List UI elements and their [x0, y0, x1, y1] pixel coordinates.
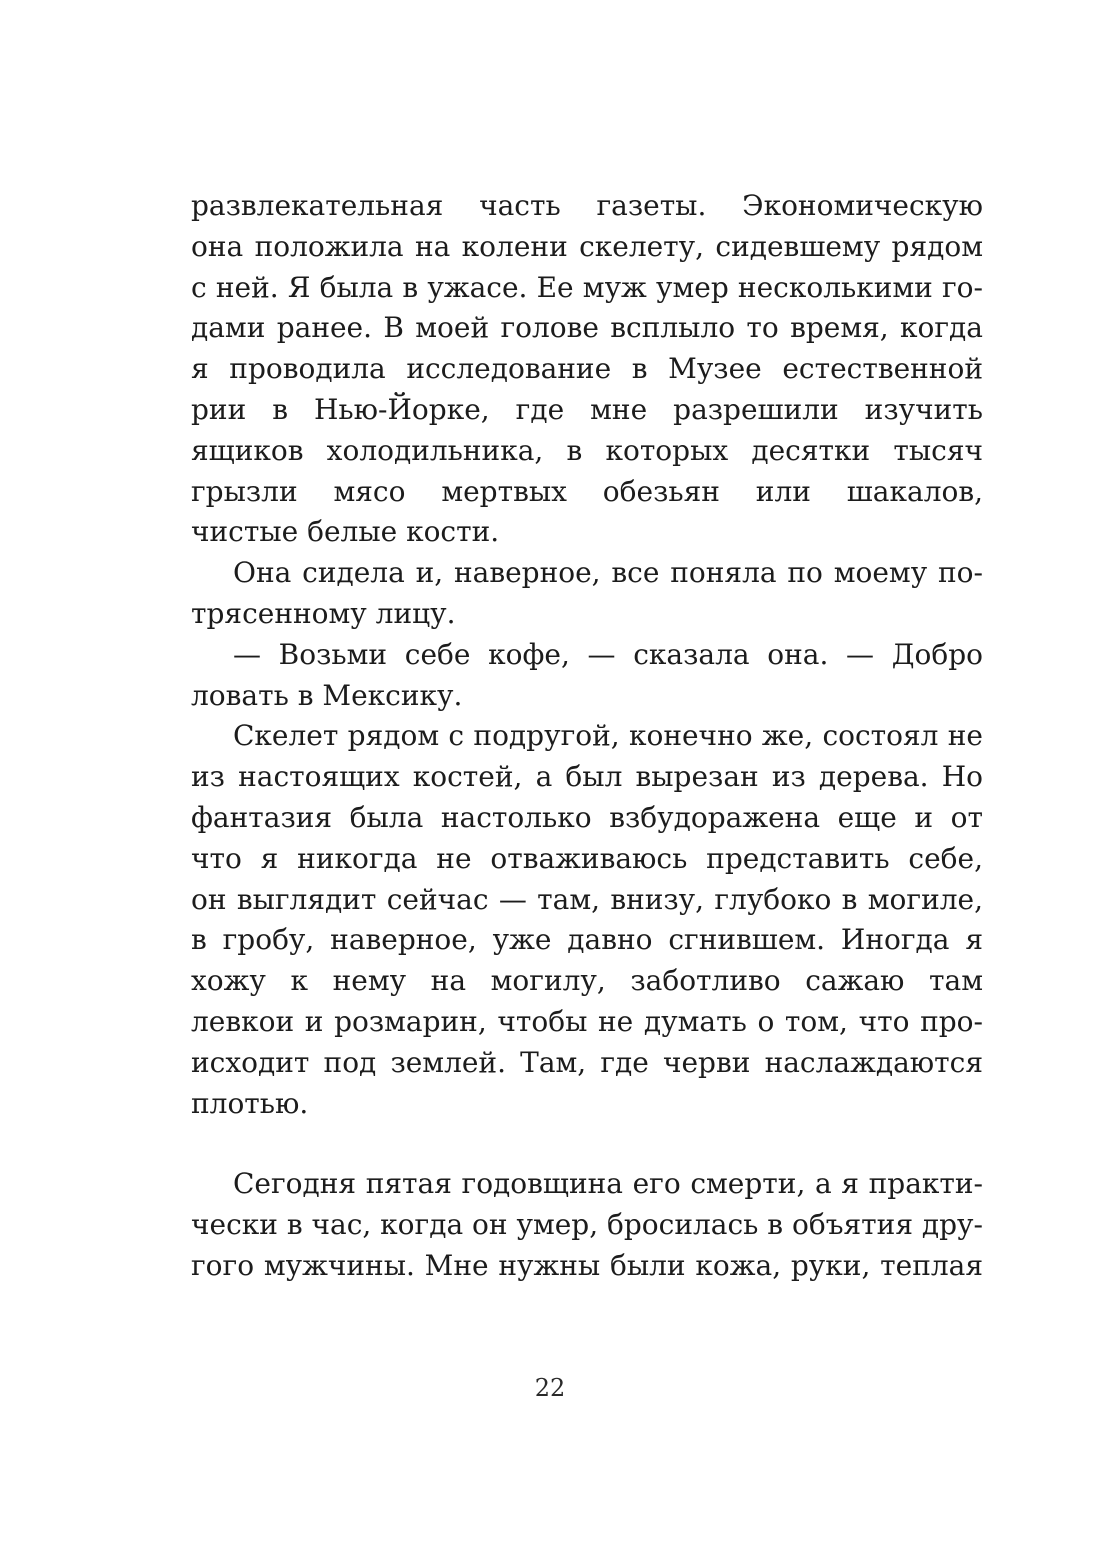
text-line: хожу к нему на могилу, заботливо сажаю там — [191, 964, 983, 998]
text-line: фантазия была настолько взбудоражена еще и от — [191, 800, 983, 834]
text-line: плотью. — [191, 1086, 309, 1120]
text-line: чески в час, когда он умер, бросилась в объятия дру- — [191, 1208, 983, 1242]
text-line: левкои и розмарин, чтобы не думать о том, что про- — [191, 1004, 983, 1038]
text-line: рии в Нью-Йорке, где мне разрешили изучить — [191, 392, 983, 426]
text-line: трясенному лицу. — [191, 596, 456, 630]
text-line: она положила на колени скелету, сидевшему рядом — [191, 229, 983, 263]
text-line: в гробу, наверное, уже давно сгнившем. Иногда я — [191, 923, 983, 957]
text-line: из настоящих костей, а был вырезан из дерева. Но — [191, 760, 983, 794]
text-line: дами ранее. В моей голове всплыло то время, когда — [191, 311, 983, 345]
text-line: ящиков холодильника, в которых десятки тысяч — [191, 433, 983, 467]
text-line: Скелет рядом с подругой, конечно же, состоял не — [233, 719, 983, 753]
text-line: что я никогда не отваживаюсь представить себе, — [191, 841, 983, 875]
text-line: грызли мясо мертвых обезьян или шакалов, — [191, 474, 983, 508]
text-line: чистые белые кости. — [191, 515, 500, 549]
text-line: исходит под землей. Там, где черви наслаждаются — [191, 1045, 983, 1079]
text-line: я проводила исследование в Музее естественной — [191, 352, 983, 386]
text-line: ловать в Мексику. — [191, 678, 463, 712]
page-number: 22 — [534, 1374, 566, 1402]
text-line: Она сидела и, наверное, все поняла по моему по- — [233, 556, 983, 590]
text-line: — Возьми себе кофе, — сказала она. — Добро — [233, 637, 983, 671]
section-break — [191, 1124, 983, 1164]
body-text — [191, 186, 983, 1287]
text-line: он выглядит сейчас — там, внизу, глубоко в могиле, — [191, 882, 983, 916]
text-line: гого мужчины. Мне нужны были кожа, руки, теплая — [191, 1248, 983, 1282]
text-line: развлекательная часть газеты. Экономическую — [191, 189, 983, 222]
text-line: с ней. Я была в ужасе. Ее муж умер несколькими го- — [191, 270, 983, 304]
text-line: Сегодня пятая годовщина его смерти, а я практи- — [233, 1167, 983, 1201]
